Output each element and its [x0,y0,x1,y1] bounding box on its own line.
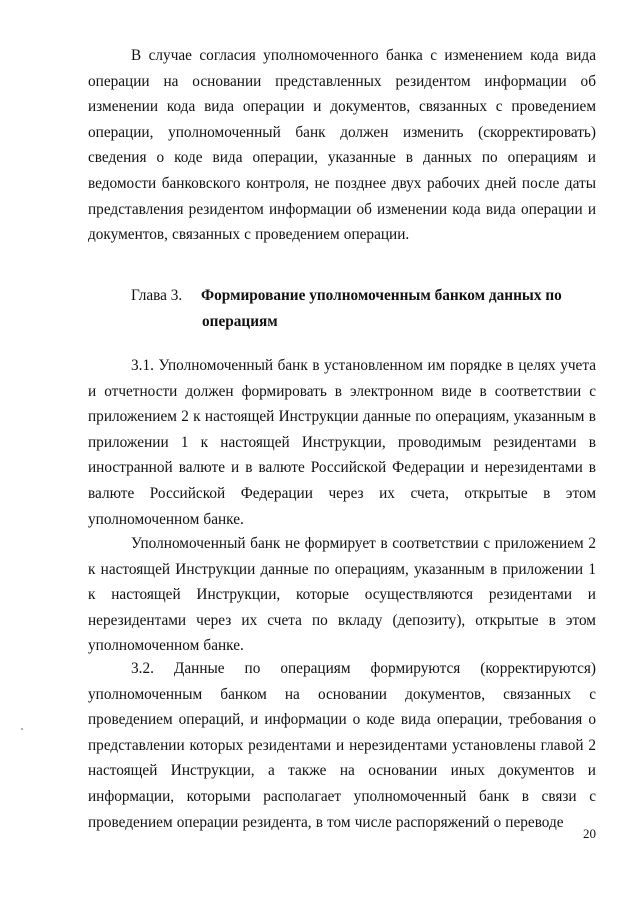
paragraph-3-2: 3.2. Данные по операциям формируются (корректируются) уполномоченным банком на основании документов, связанных с проведением операций, и информации о коде вида операции, требования о представлении которых резидентами и нерезидентами установлены главой 2 настоящей Инструкции, а также на основании иных документов и информации, которыми располагает уполномоченный банк в связи с проведением операции резидента, в том числе распоряжений о переводе [88,660,596,831]
paragraph-not-formed: Уполномоченный банк не формирует в соответствии с приложением 2 к настоящей Инструкции данные по операциям, указанным в приложении 1 к настоящей Инструкции, которые осуществляются резидентами и нерезидентами через их счета по вкладу (депозиту), открытые в этом уполномоченном банке. [88,535,596,655]
chapter-heading [131,283,596,334]
scan-mark [21,728,23,730]
paragraph-operation-code-change: В случае согласия уполномоченного банка с изменением кода вида операции на основании представленных резидентом информации об изменении кода вида операции и документов, связанных с проведением операции, уполномоченный банк должен изменить (скорректировать) сведения о коде вида операции, указанные в данных по операциям и ведомости банковского контроля, не позднее двух рабочих дней после даты представления резидентом информации об изменении кода вида операции и документов, связанных с проведением операции. [88,47,596,244]
page-number: 20 [583,826,596,841]
chapter-title-line1: Формирование уполномоченным банком данных по [201,287,562,304]
paragraph-3-1: 3.1. Уполномоченный банк в установленном им порядке в целях учета и отчетности должен формировать в электронном виде в соответствии с приложением 2 к настоящей Инструкции данные по операциям, указанным в приложении 1 к настоящей Инструкции, проводимым резидентами в иностранной валюте и в валюте Российской Федерации и нерезидентами в валюте Российской Федерации через их счета, открытые в этом уполномоченном банке. [88,357,596,528]
chapter-title-line2: операциям [202,312,278,330]
chapter-number: Глава 3. [131,287,183,304]
